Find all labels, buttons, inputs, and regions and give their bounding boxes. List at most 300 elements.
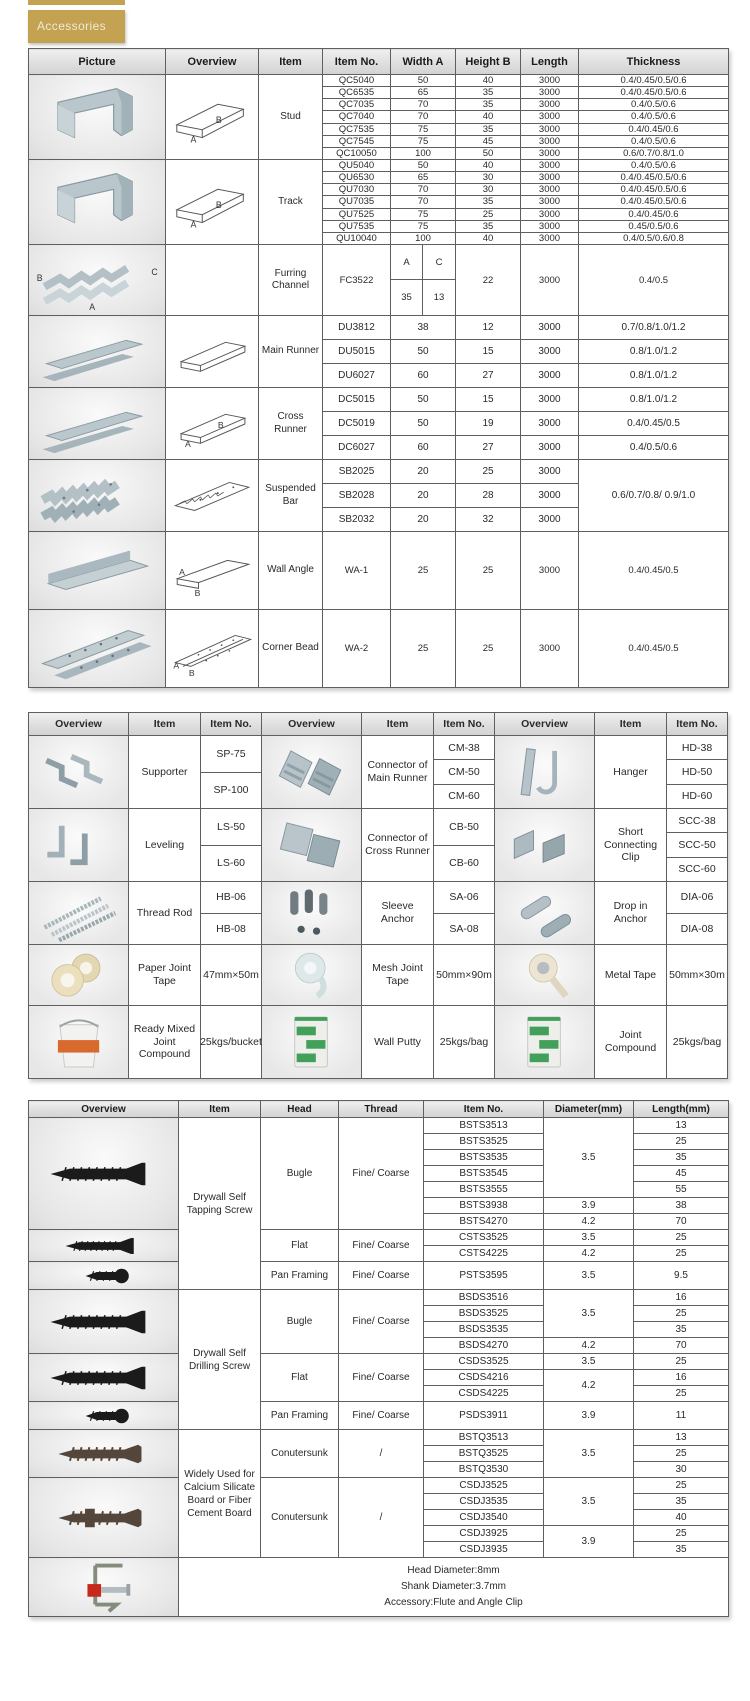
width-cell: 65 [391, 172, 456, 184]
height-cell: 35 [456, 196, 521, 208]
width-cell: 65 [391, 87, 456, 99]
thickness-cell: 0.4/0.45/0.5 [579, 412, 729, 436]
item-no-cell: BSTS3513 [424, 1118, 544, 1134]
item-name-cell: Mesh Joint Tape [362, 945, 434, 1005]
length-cell: 9.5 [634, 1262, 729, 1290]
item-no-cell: CSDJ3535 [424, 1494, 544, 1510]
accessories-row-5 [29, 1005, 727, 1078]
col-header-overview: Overview [262, 713, 362, 735]
item-no-cell: QU7030 [323, 184, 391, 196]
width-cell: 100 [391, 147, 456, 159]
flat-screw-photo [31, 1232, 177, 1260]
height-cell: 40 [456, 160, 521, 172]
item-no-cell: BSTQ3525 [424, 1446, 544, 1462]
thickness-cell: 0.8/1.0/1.2 [579, 364, 729, 388]
col-header-item: Item [362, 713, 434, 735]
suspended-bar-photo [30, 461, 165, 531]
item-name-cell: Furring Channel [259, 245, 323, 316]
item-no-list [201, 882, 262, 944]
height-cell: 19 [456, 412, 521, 436]
stud-photo-cell [29, 75, 166, 160]
length-cell: 25 [634, 1526, 729, 1542]
suspended-bar-photo-cell [29, 460, 166, 532]
length-cell: 13 [634, 1430, 729, 1446]
paper-joint-tape-photo-cell [29, 945, 129, 1005]
item-no-cell: BSTS3535 [424, 1150, 544, 1166]
item-no-cell: CSDS4216 [424, 1370, 544, 1386]
col-header-item-no: Item No. [201, 713, 262, 735]
height-cell: 25 [456, 460, 521, 484]
item-no: CB-50 [449, 820, 479, 833]
item-no: DIA-08 [667, 913, 727, 945]
height-cell: 32 [456, 508, 521, 532]
item-name-cell: Hanger [595, 736, 667, 808]
item-no-cell: BSTS3555 [424, 1182, 544, 1198]
diameter-cell: 4.2 [544, 1338, 634, 1354]
item-name-cell: Stud [259, 75, 323, 160]
svg-text:A: A [190, 134, 197, 145]
item-no: HB-06 [216, 891, 246, 904]
thickness-cell: 0.4/0.45/0.5/0.6 [579, 75, 729, 87]
item-no-cell: BSTQ3513 [424, 1430, 544, 1446]
item-no: DIA-06 [680, 891, 714, 904]
length-cell: 3000 [521, 388, 579, 412]
thickness-cell [579, 460, 729, 532]
thickness-cell: 0.4/0.45/0.5/0.6 [579, 87, 729, 99]
height-cell: 40 [456, 232, 521, 244]
mesh-joint-tape-photo-cell [262, 945, 362, 1005]
item-no: CM-38 [448, 741, 480, 754]
length-cell: 3000 [521, 484, 579, 508]
item-no: SCC-60 [667, 857, 727, 881]
length-cell: 70 [634, 1214, 729, 1230]
item-no: LS-60 [201, 845, 261, 882]
height-cell: 22 [456, 245, 521, 316]
col-header-height-b: Height B [456, 49, 521, 75]
head-cell: Conutersunk [261, 1430, 339, 1478]
thread-rod-photo [31, 884, 127, 942]
length-cell: 25 [634, 1230, 729, 1246]
length-cell: 13 [634, 1118, 729, 1134]
item-no-cell: DC6027 [323, 436, 391, 460]
profiles-table [28, 48, 729, 688]
accessories-row-4 [29, 944, 727, 1005]
item-no-cell: CSDJ3540 [424, 1510, 544, 1526]
length-cell: 3000 [521, 75, 579, 87]
height-cell: 30 [456, 184, 521, 196]
metal-tape-photo-cell [495, 945, 595, 1005]
length-cell: 3000 [521, 364, 579, 388]
thickness-cell: 0.4/0.45/0.6 [579, 123, 729, 135]
leveling-photo-cell [29, 809, 129, 881]
item-name-cell: Suspended Bar [259, 460, 323, 532]
length-cell: 35 [634, 1542, 729, 1558]
col-header-item: Item [595, 713, 667, 735]
flat-tapping-screw-photo-cell [29, 1230, 179, 1262]
length-cell: 3000 [521, 316, 579, 340]
item-no: LS-50 [216, 820, 246, 833]
width-cell: 20 [391, 484, 456, 508]
thread-cell: Fine/ Coarse [339, 1230, 424, 1262]
section-corner-bead [29, 610, 729, 688]
length-cell: 35 [634, 1322, 729, 1338]
diameter-cell: 4.2 [544, 1370, 634, 1402]
footer-note-cell [179, 1558, 729, 1617]
item-name-cell: Cross Runner [259, 388, 323, 460]
pan-screw-photo [31, 1264, 177, 1288]
item-name-cell: Drop in Anchor [595, 882, 667, 944]
item-no-cell: DU6027 [323, 364, 391, 388]
item-name-cell: Track [259, 160, 323, 245]
item-no-list [434, 882, 495, 944]
pan-tapping-screw-photo-cell [29, 1262, 179, 1290]
item-no-cell: BSTS4270 [424, 1214, 544, 1230]
corner-bead-photo [30, 611, 165, 687]
item-no: HD-60 [667, 784, 727, 808]
cross-runner-photo [30, 389, 165, 459]
connector-cross-runner-photo [264, 812, 360, 878]
item-size: 25kgs/bag [439, 1036, 489, 1048]
short-connecting-clip-photo [497, 812, 593, 878]
thickness-cell: 0.4/0.45/0.5 [579, 532, 729, 610]
thickness-cell: 0.4/0.45/0.5/0.6 [579, 184, 729, 196]
accessories-row-1 [29, 735, 727, 808]
length-cell: 25 [634, 1386, 729, 1402]
thread-cell: / [339, 1430, 424, 1478]
ready-mixed-joint-compound-photo-cell [29, 1006, 129, 1078]
accessories-row-3 [29, 881, 727, 944]
item-no-cell: QU7535 [323, 220, 391, 232]
diameter-cell: 4.2 [544, 1214, 634, 1230]
item-no-cell: DC5015 [323, 388, 391, 412]
col-header-overview: Overview [29, 713, 129, 735]
supporter-photo [31, 739, 127, 805]
width-cell: 75 [391, 208, 456, 220]
length-cell: 16 [634, 1370, 729, 1386]
accessories-header-row [29, 713, 727, 735]
bugle-screw-photo [31, 1122, 177, 1226]
cross-runner-photo-cell [29, 388, 166, 460]
countersunk-screw-photo-cell [29, 1430, 179, 1478]
length-cell: 3000 [521, 87, 579, 99]
thickness-cell: 0.4/0.5/0.6 [579, 436, 729, 460]
item-no-list [667, 945, 727, 1005]
width-cell: 50 [391, 388, 456, 412]
furring-photo-cell [29, 245, 166, 316]
col-header-width-a: Width A [391, 49, 456, 75]
col-header-item-no: Item No. [424, 1101, 544, 1118]
item-no-list [434, 809, 495, 881]
item-no-list [201, 736, 262, 808]
thickness-cell: 0.4/0.5/0.6 [579, 99, 729, 111]
thickness-cell: 0.4/0.5/0.6/0.8 [579, 232, 729, 244]
item-name-cell: Drywall Self Drilling Screw [179, 1290, 261, 1430]
item-no-list [667, 1006, 727, 1078]
countersunk-screw-nut-photo [31, 1482, 177, 1554]
connector-cross-runner-photo-cell [262, 809, 362, 881]
width-cell: 70 [391, 196, 456, 208]
bugle-drilling-screw-photo-cell [29, 1290, 179, 1354]
col-header-thickness: Thickness [579, 49, 729, 75]
width-cell: 100 [391, 232, 456, 244]
main-runner-photo-cell [29, 316, 166, 388]
col-header-item-no: Item No. [434, 713, 495, 735]
item-no-list [201, 945, 262, 1005]
furring-drawing-cell [166, 245, 259, 316]
item-no-cell: QC6535 [323, 87, 391, 99]
thickness-cell: 0.7/0.8/1.0/1.2 [579, 316, 729, 340]
col-header-item: Item [259, 49, 323, 75]
item-no-cell: SB2025 [323, 460, 391, 484]
item-no-cell: QU10040 [323, 232, 391, 244]
item-name-cell: Wall Putty [362, 1006, 434, 1078]
item-size: 47mm×50m [203, 969, 259, 981]
thickness-cell: 0.4/0.45/0.6 [579, 208, 729, 220]
col-header-overview: Overview [166, 49, 259, 75]
thickness-cell: 0.4/0.5 [579, 245, 729, 316]
item-name-cell: Paper Joint Tape [129, 945, 201, 1005]
svg-text:B: B [36, 272, 43, 283]
corner-bead-drawing-cell [166, 610, 259, 688]
length-cell: 70 [634, 1338, 729, 1354]
diameter-cell: 3.5 [544, 1118, 634, 1198]
corner-bead-drawing [167, 620, 258, 678]
item-no: CM-50 [434, 759, 494, 783]
item-name-cell: Widely Used for Calcium Silicate Board or Fiber Cement Board [179, 1430, 261, 1558]
item-name-cell: Wall Angle [259, 532, 323, 610]
suspended-bar-drawing-cell [166, 460, 259, 532]
item-no-cell: SB2032 [323, 508, 391, 532]
length-cell: 35 [634, 1494, 729, 1510]
width-cell: 60 [391, 436, 456, 460]
width-cell: 50 [391, 160, 456, 172]
item-no: HD-50 [667, 759, 727, 783]
section-track [29, 160, 729, 245]
item-no-list [667, 809, 727, 881]
length-cell: 30 [634, 1462, 729, 1478]
col-header-item-no: Item No. [676, 718, 718, 730]
countersunk-screw-nut-photo-cell [29, 1478, 179, 1558]
bugle-screw-photo [31, 1293, 177, 1351]
length-cell: 3000 [521, 172, 579, 184]
item-name-cell: Thread Rod [129, 882, 201, 944]
length-cell: 3000 [521, 147, 579, 159]
item-no-cell: BSDS3525 [424, 1306, 544, 1322]
accessories-table [28, 712, 728, 1079]
thread-cell: Fine/ Coarse [339, 1290, 424, 1354]
length-cell: 25 [634, 1134, 729, 1150]
item-no-cell: CSTS3525 [424, 1230, 544, 1246]
drop-in-anchor-photo-cell [495, 882, 595, 944]
item-no-cell: PSDS3911 [424, 1402, 544, 1430]
length-cell: 3000 [521, 196, 579, 208]
item-no-cell: QC7035 [323, 99, 391, 111]
diameter-cell: 3.9 [544, 1198, 634, 1214]
item-no-cell: QU6530 [323, 172, 391, 184]
item-no-cell: BSTS3525 [424, 1134, 544, 1150]
length-cell: 3000 [521, 245, 579, 316]
diameter-cell: 3.5 [544, 1430, 634, 1478]
diameter-cell: 3.5 [544, 1354, 634, 1370]
svg-text:A: A [89, 302, 96, 313]
length-cell: 3000 [521, 99, 579, 111]
item-no-cell: DC5019 [323, 412, 391, 436]
item-no-cell: CSTS4225 [424, 1246, 544, 1262]
item-no-cell: CSDS3525 [424, 1354, 544, 1370]
item-no-cell: BSDS3516 [424, 1290, 544, 1306]
item-name-cell: Short Connecting Clip [595, 809, 667, 881]
item-no-cell: PSTS3595 [424, 1262, 544, 1290]
width-cell: 25 [391, 610, 456, 688]
ready-mixed-joint-compound-photo [31, 1009, 127, 1075]
item-name-cell: Ready Mixed Joint Compound [129, 1006, 201, 1078]
thickness-cell: 0.6/0.7/0.8/1.0 [579, 147, 729, 159]
item-no-cell: SB2028 [323, 484, 391, 508]
bugle-tapping-screw-photo-cell [29, 1118, 179, 1230]
main-runner-drawing [167, 323, 258, 381]
svg-text:A: A [184, 438, 191, 449]
section-main-runner [29, 316, 729, 388]
length-cell: 3000 [521, 160, 579, 172]
item-no-cell: DU3812 [323, 316, 391, 340]
item-no-cell: BSTS3938 [424, 1198, 544, 1214]
col-header-length: Length [521, 49, 579, 75]
thickness-cell: 0.4/0.5/0.6 [579, 160, 729, 172]
item-no-list [667, 736, 727, 808]
pan-drilling-screw-photo-cell [29, 1402, 179, 1430]
item-no-list [434, 945, 495, 1005]
item-no-cell: QC7040 [323, 111, 391, 123]
width-cell: 75 [391, 123, 456, 135]
width-cell: 70 [391, 184, 456, 196]
svg-text:B: B [215, 199, 222, 210]
height-cell: 25 [456, 532, 521, 610]
thread-rod-photo-cell [29, 882, 129, 944]
diameter-cell: 3.9 [544, 1526, 634, 1558]
diameter-cell: 3.5 [544, 1230, 634, 1246]
pan-screw-photo [31, 1404, 177, 1428]
col-header-overview: Overview [29, 1101, 179, 1118]
short-connecting-clip-photo-cell [495, 809, 595, 881]
thickness-merged: 0.6/0.7/0.8/ 0.9/1.0 [611, 490, 696, 501]
section-wall-angle [29, 532, 729, 610]
track-photo [30, 160, 165, 244]
main-runner-drawing-cell [166, 316, 259, 388]
head-cell: Conutersunk [261, 1478, 339, 1558]
svg-text:B: B [215, 114, 222, 125]
item-name-cell: Leveling [129, 809, 201, 881]
thickness-cell: 0.4/0.5/0.6 [579, 111, 729, 123]
hanger-photo-cell [495, 736, 595, 808]
sub-header-a: A [391, 245, 423, 280]
item-name-cell: Corner Bead [259, 610, 323, 688]
mesh-joint-tape-photo [264, 947, 360, 1003]
wall-putty-photo [264, 1009, 360, 1075]
width-cell: 60 [391, 364, 456, 388]
item-no-cell: QU7525 [323, 208, 391, 220]
height-cell: 45 [456, 135, 521, 147]
length-cell: 3000 [521, 208, 579, 220]
length-cell: 3000 [521, 610, 579, 688]
height-cell: 25 [456, 610, 521, 688]
section-stud [29, 75, 729, 160]
item-no: SA-08 [434, 913, 494, 945]
thickness-cell: 0.45/0.5/0.6 [579, 220, 729, 232]
item-no-cell: CSDJ3935 [424, 1542, 544, 1558]
profiles-header-row [29, 49, 729, 75]
wall-angle-drawing [167, 542, 258, 600]
item-no-cell: WA-1 [323, 532, 391, 610]
sleeve-anchor-photo-cell [262, 882, 362, 944]
angle-clip-photo [31, 1559, 177, 1615]
item-name-cell: Sleeve Anchor [362, 882, 434, 944]
thread-cell: Fine/ Coarse [339, 1354, 424, 1402]
head-cell: Flat [261, 1230, 339, 1262]
item-name-cell: Supporter [129, 736, 201, 808]
stud-photo [30, 75, 165, 159]
item-no: HD-38 [681, 741, 713, 754]
item-no: SCC-38 [678, 814, 716, 827]
item-no-cell: BSDS4270 [424, 1338, 544, 1354]
width-cell: 75 [391, 220, 456, 232]
item-size: 50mm×30m [669, 969, 725, 981]
svg-text:B: B [188, 667, 195, 678]
width-cell: 38 [391, 316, 456, 340]
section-cross-runner [29, 388, 729, 460]
length-cell: 3000 [521, 532, 579, 610]
diameter-cell: 3.5 [544, 1290, 634, 1338]
svg-text:A: A [173, 659, 180, 670]
length-cell: 25 [634, 1478, 729, 1494]
joint-compound-photo-cell [495, 1006, 595, 1078]
thickness-cell: 0.4/0.45/0.5 [579, 610, 729, 688]
item-no: HB-08 [201, 913, 261, 945]
item-no: SA-06 [449, 891, 479, 904]
head-cell: Flat [261, 1354, 339, 1402]
height-cell: 25 [456, 208, 521, 220]
cross-runner-drawing [167, 395, 258, 453]
height-cell: 40 [456, 111, 521, 123]
col-header-thread: Thread [339, 1101, 424, 1118]
diameter-cell: 4.2 [544, 1246, 634, 1262]
height-cell: 12 [456, 316, 521, 340]
accessories-row-2 [29, 808, 727, 881]
thread-cell: / [339, 1478, 424, 1558]
height-cell: 15 [456, 388, 521, 412]
item-no-cell: QU7035 [323, 196, 391, 208]
item-no-cell: CSDS4225 [424, 1386, 544, 1402]
length-cell: 3000 [521, 135, 579, 147]
thickness-cell: 0.4/0.45/0.5/0.6 [579, 172, 729, 184]
leveling-photo [31, 812, 127, 878]
wall-angle-photo [30, 533, 165, 609]
track-drawing [167, 172, 258, 232]
sub-value-c: 13 [433, 292, 445, 303]
svg-text:A: A [190, 219, 197, 230]
length-cell: 3000 [521, 111, 579, 123]
connector-main-runner-photo [264, 739, 360, 805]
paper-joint-tape-photo [31, 947, 127, 1003]
length-cell: 55 [634, 1182, 729, 1198]
col-header-picture: Picture [29, 49, 166, 75]
width-cell: 20 [391, 508, 456, 532]
col-header-item: Item [129, 713, 201, 735]
wall-angle-drawing-cell [166, 532, 259, 610]
item-no: SP-75 [216, 747, 246, 760]
sleeve-anchor-photo [264, 884, 360, 942]
main-runner-photo [30, 317, 165, 387]
stud-drawing-cell [166, 75, 259, 160]
